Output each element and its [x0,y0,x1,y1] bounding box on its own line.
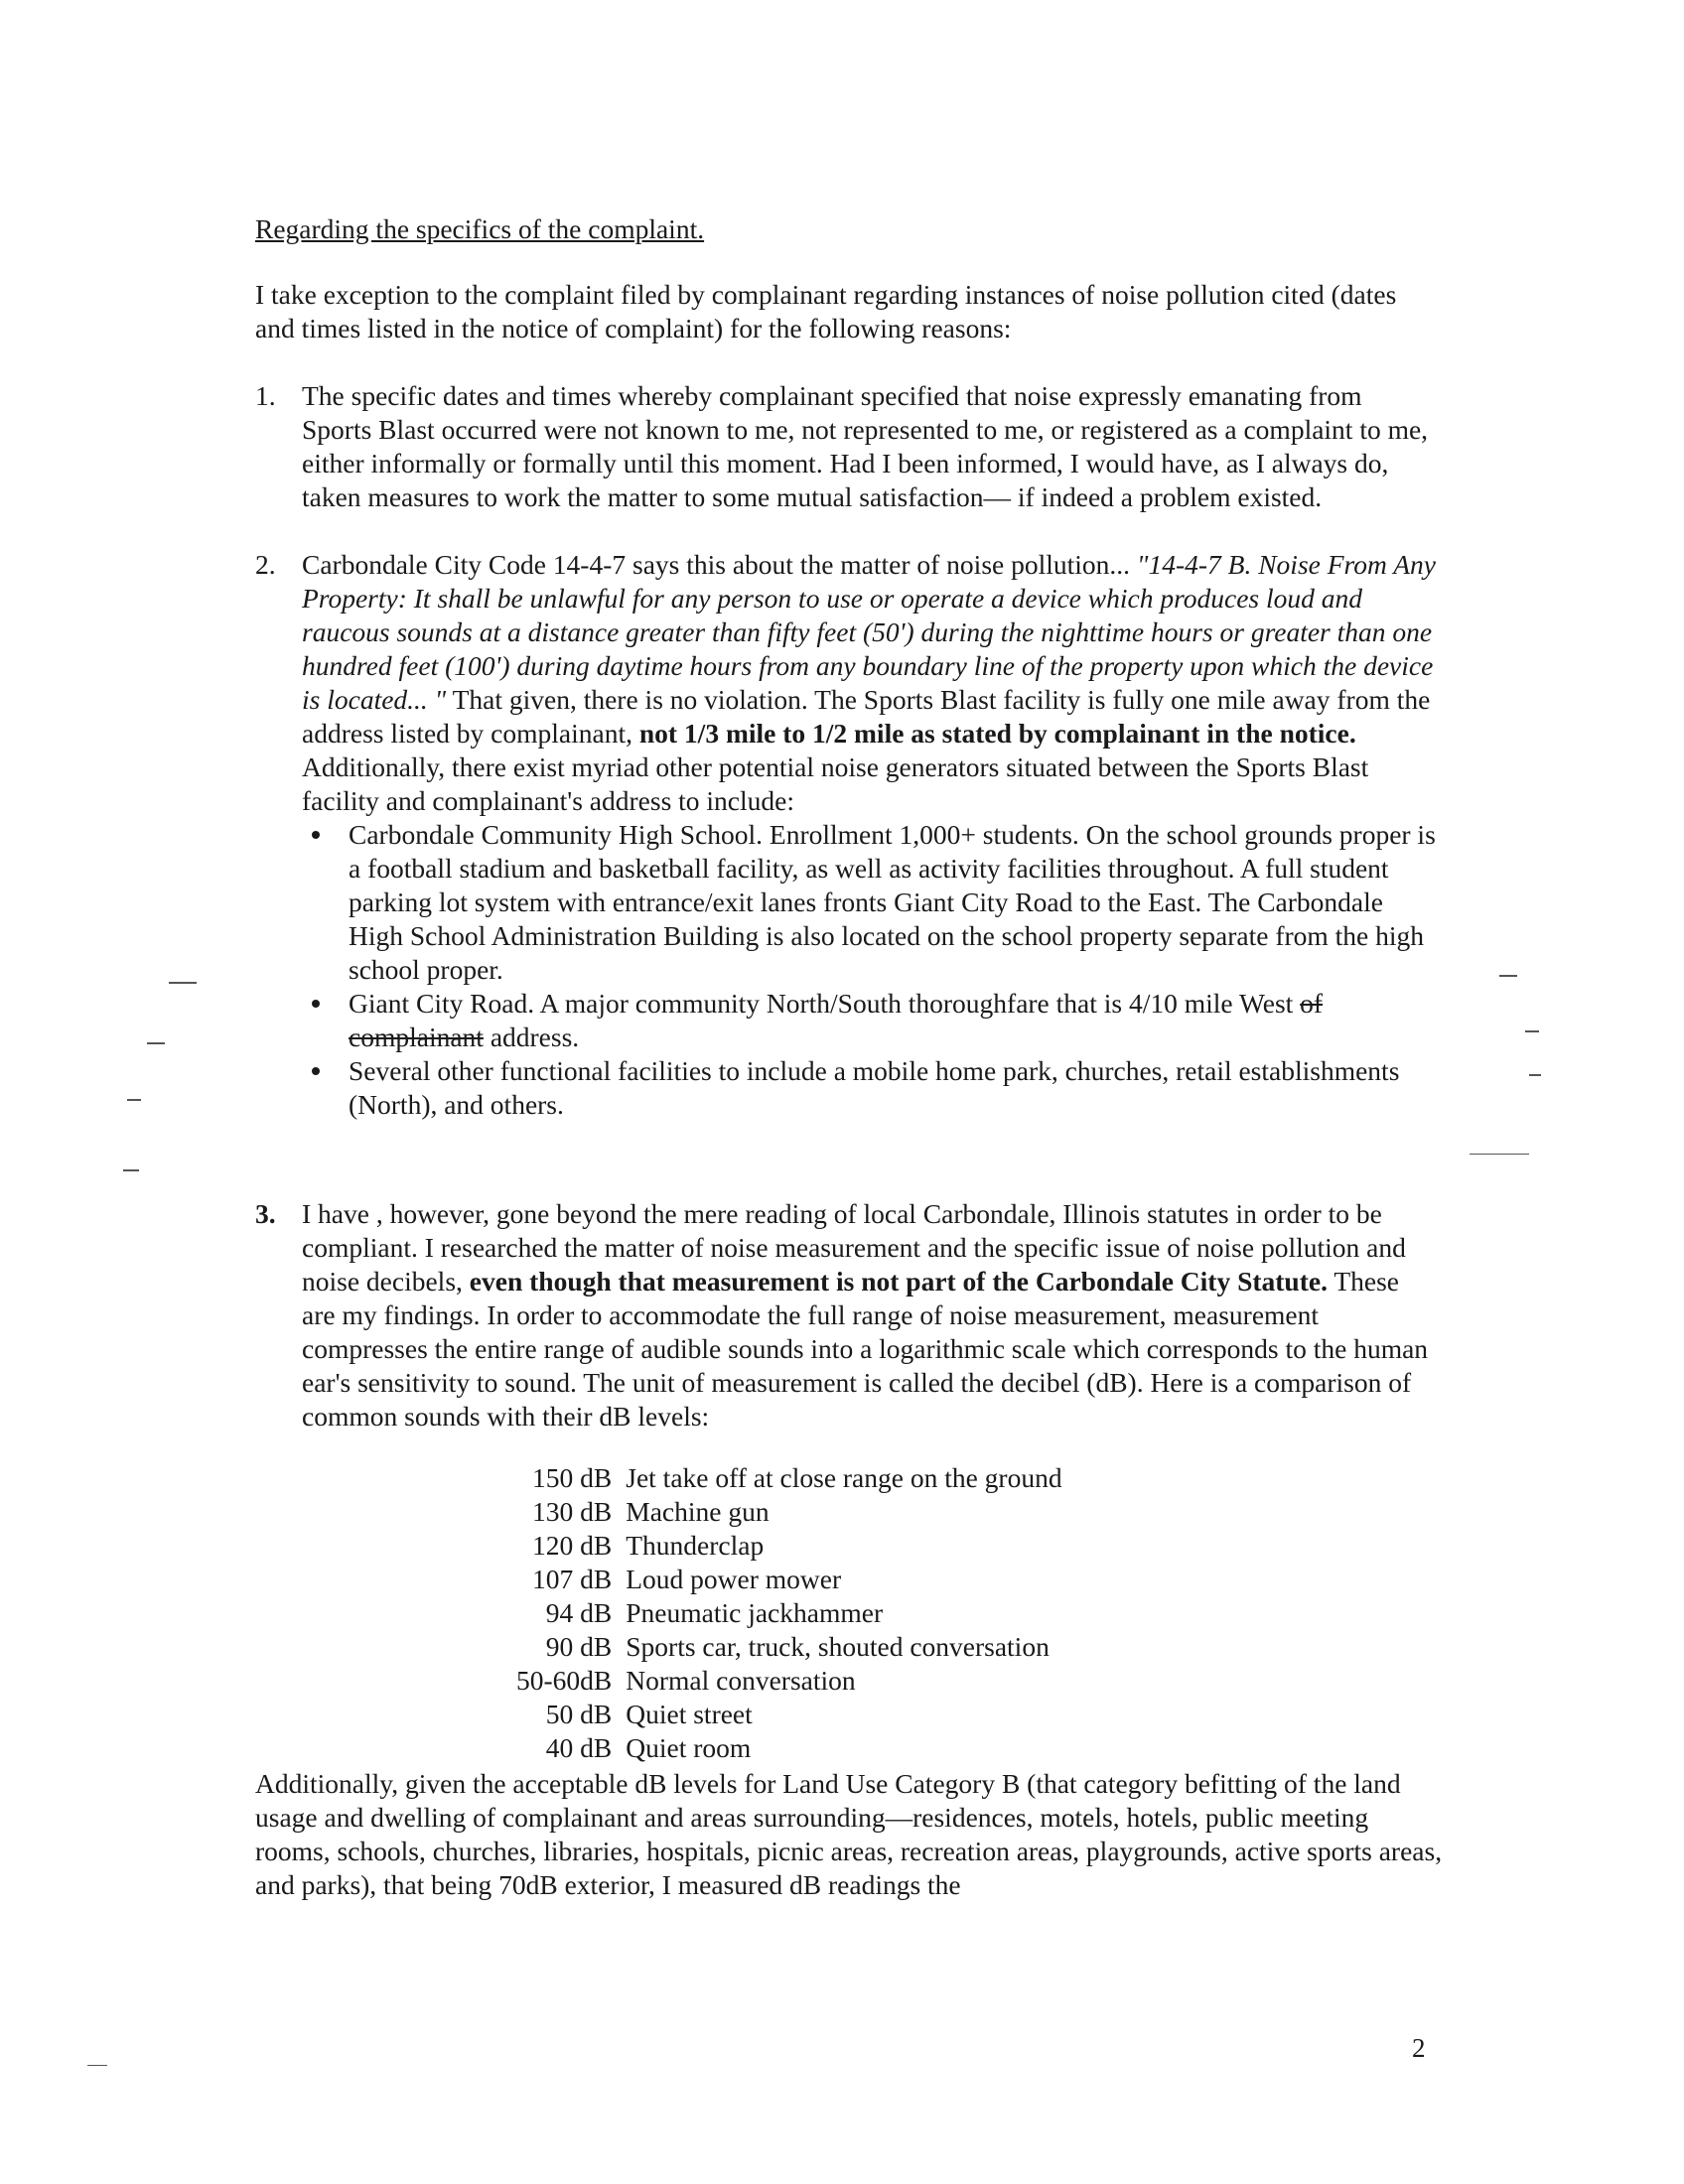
item-text: These are my findings. In order to accommodate the full range of noise measurement, measurement compresses the entire range of audible sounds into a logarithmic scale which corresponds to the human ear's sensitivity to sound. The unit of measurement is called the decibel (dB). Here is a comparison of common sounds with their dB levels: [302,1266,1429,1432]
scan-mark [147,1042,165,1044]
scan-mark [169,982,197,984]
bullet-icon [312,1067,320,1075]
numbered-item-2 [255,548,1437,1122]
table-row: 50-60dB Normal conversation [516,1665,856,1696]
item-text: The specific dates and times whereby complainant specified that noise expressly emanating from Sports Blast occurred were not known to me, not represented to me, or registered as a complaint to me, either informally or formally until this moment. Had I been informed, I would have, as I always do, taken measures to work the matter to some mutual satisfaction— if indeed a problem existed. [302,380,1429,512]
item-text: That given, there is no violation. The Sports Blast facility is fully one mile away from the address listed by complainant, [302,684,1431,749]
item-number: 1. [255,380,276,411]
scan-mark [123,1169,139,1171]
table-row: 94 dB Pneumatic jackhammer [545,1597,884,1628]
bullet-icon [312,831,320,839]
table-row: 107 dB Loud power mower [532,1564,842,1594]
scan-mark [1470,1154,1529,1155]
section-heading: Regarding the specifics of the complaint. [255,213,705,244]
bullet-icon [312,1000,320,1008]
scan-mark [1529,1074,1541,1076]
closing-paragraph: Additionally, given the acceptable dB levels for Land Use Category B (that category befitting of the land usage and dwelling of complainant and areas surrounding—residences, motels, hotels, public meeting rooms, schools, churches, libraries, hospitals, picnic areas, recreation areas, playgrounds, active sports areas, and parks), that being 70dB exterior, I measured dB readings the [255,1768,1443,1900]
item-number: 3. [255,1198,276,1229]
table-row: 90 dB Sports car, truck, shouted conversation [545,1631,1050,1662]
list-item: Several other functional facilities to include a mobile home park, churches, retail establishments (North), and others. [302,1054,1437,1122]
table-row: 130 dB Machine gun [532,1496,770,1527]
scan-mark [1499,975,1517,977]
scan-mark [87,2065,107,2066]
bold-statement: not 1/3 mile to 1/2 mile as stated by complainant in the notice. [638,718,1356,749]
scan-mark [127,1099,141,1101]
page-number: 2 [1412,2033,1426,2063]
numbered-item-3 [255,1197,1437,1433]
struck-text: of complainant [349,988,1324,1052]
item-number: 2. [255,549,276,580]
table-row: 50 dB Quiet street [545,1699,753,1729]
scan-mark [1525,1030,1539,1032]
table-row: 120 dB Thunderclap [532,1530,765,1561]
numbered-item-1 [255,379,1437,514]
table-row: 40 dB Quiet room [545,1732,752,1763]
intro-paragraph: I take exception to the complaint filed by complainant regarding instances of noise pollution cited (dates and times listed in the notice of complaint) for the following reasons: [255,279,1397,343]
decibel-table [516,1461,1062,1765]
bold-statement: even though that measurement is not part of the Carbondale City Statute. [469,1266,1328,1297]
noise-generators-list [302,818,1437,1122]
item-text: Additionally, there exist myriad other potential noise generators situated between the Sports Blast facility and complainant's address to include: [302,751,1369,816]
code-quote: "14-4-7 B. Noise From Any Property: It shall be unlawful for any person to use or operate a device which produces loud and raucous sounds at a distance greater than fifty feet (50') during the nighttime hours or greater than one hundred feet (100') during daytime hours from any boundary line of the property upon which the device is located... " [302,549,1436,715]
list-item: Giant City Road. A major community North/South thoroughfare that is 4/10 mile West of complainant address. [302,987,1437,1054]
table-row: 150 dB Jet take off at close range on the ground [532,1462,1062,1493]
list-item: Carbondale Community High School. Enrollment 1,000+ students. On the school grounds proper is a football stadium and basketball facility, as well as activity facilities throughout. A full student parking lot system with entrance/exit lanes fronts Giant City Road to the East. The Carbondale High School Administration Building is also located on the school property separate from the high school proper. [302,818,1437,987]
item-text: I have , however, gone beyond the mere reading of local Carbondale, Illinois statutes in order to be compliant. I researched the matter of noise measurement and the specific issue of noise pollution and noise decibels, [302,1198,1406,1297]
item-text: Carbondale City Code 14-4-7 says this about the matter of noise pollution... [302,549,1137,580]
